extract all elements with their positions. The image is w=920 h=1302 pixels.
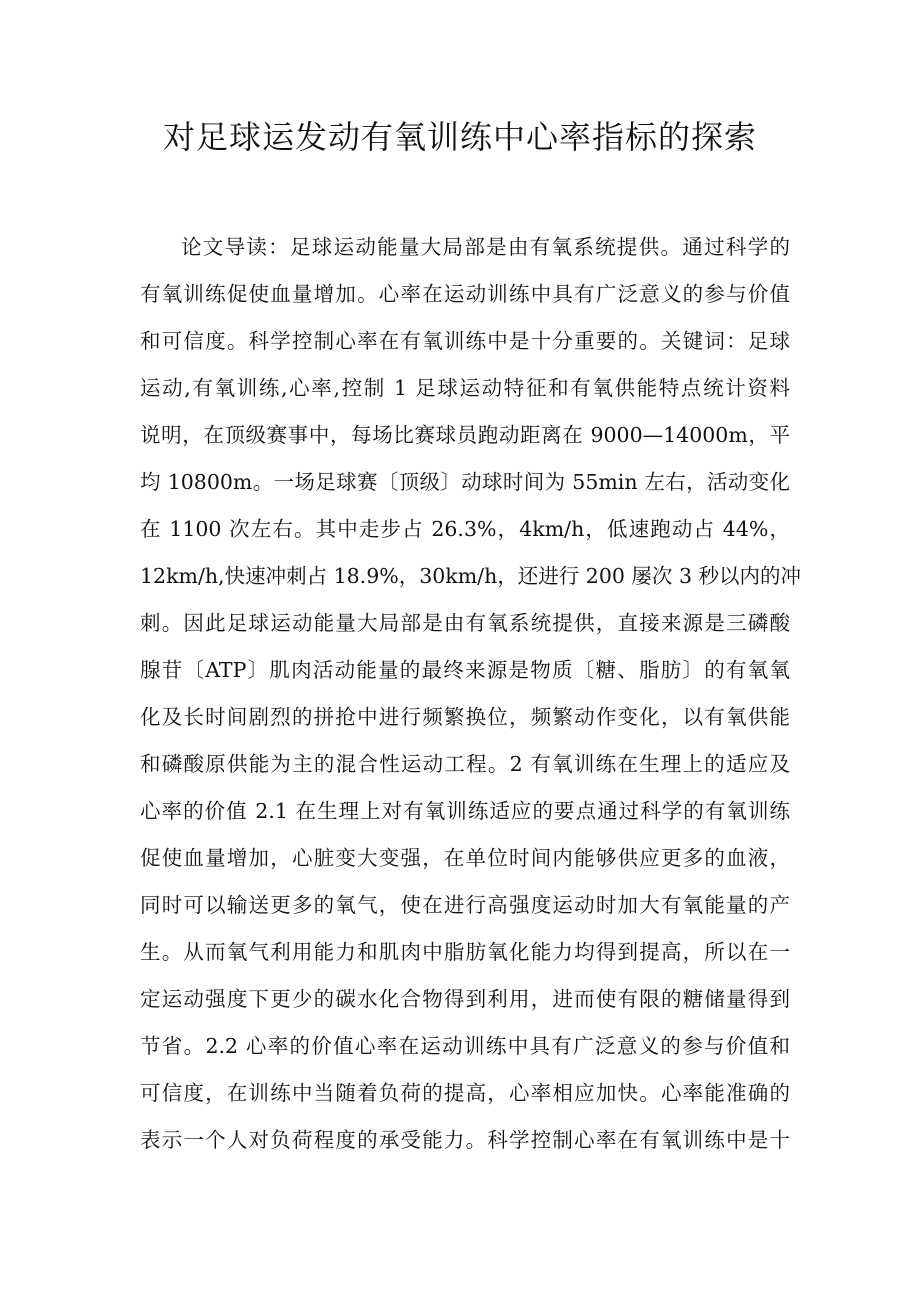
body-line: 刺。因此足球运动能量大局部是由有氧系统提供，直接来源是三磷酸	[140, 611, 790, 635]
body-line: 化及长时间剧烈的拼抢中进行频繁换位，频繁动作变化，以有氧供能	[140, 705, 790, 729]
body-line: 论文导读：足球运动能量大局部是由有氧系统提供。通过科学的	[181, 235, 790, 259]
body-line: 说明，在顶级赛事中，每场比赛球员跑动距离在 9000—14000m，平	[140, 423, 790, 447]
body-line: 在 1100 次左右。其中走步占 26.3%，4km/h，低速跑动占 44%，	[140, 517, 790, 541]
body-line: 有氧训练促使血量增加。心率在运动训练中具有广泛意义的参与价值	[140, 282, 790, 306]
body-line: 和可信度。科学控制心率在有氧训练中是十分重要的。关键词：足球	[140, 329, 790, 353]
body-line: 定运动强度下更少的碳水化合物得到利用，进而使有限的糖储量得到	[140, 987, 790, 1011]
body-line: 节省。2.2 心率的价值心率在运动训练中具有广泛意义的参与价值和	[140, 1034, 790, 1058]
body-line: 12km/h,快速冲刺占 18.9%，30km/h，还进行 200 屡次 3 秒以内的冲	[140, 564, 802, 588]
body-line: 和磷酸原供能为主的混合性运动工程。2 有氧训练在生理上的适应及	[140, 752, 790, 776]
body-line: 运动,有氧训练,心率,控制 1 足球运动特征和有氧供能特点统计资料	[140, 376, 790, 400]
body-line: 促使血量增加，心脏变大变强，在单位时间内能够供应更多的血液，	[140, 846, 790, 870]
body-line: 表示一个人对负荷程度的承受能力。科学控制心率在有氧训练中是十	[140, 1128, 790, 1152]
body-line: 生。从而氧气利用能力和肌肉中脂肪氧化能力均得到提高，所以在一	[140, 940, 790, 964]
body-line: 均 10800m。一场足球赛〔顶级〕动球时间为 55min 左右，活动变化	[140, 470, 790, 494]
body-line: 心率的价值 2.1 在生理上对有氧训练适应的要点通过科学的有氧训练	[140, 799, 790, 823]
body-line: 可信度，在训练中当随着负荷的提高，心率相应加快。心率能准确的	[140, 1081, 790, 1105]
body-line: 腺苷〔ATP〕肌肉活动能量的最终来源是物质〔糖、脂肪〕的有氧氧	[140, 658, 790, 682]
document-title: 对足球运发动有氧训练中心率指标的探索	[162, 118, 757, 156]
document-body	[140, 224, 802, 1164]
body-line: 同时可以输送更多的氧气，使在进行高强度运动时加大有氧能量的产	[140, 893, 790, 917]
